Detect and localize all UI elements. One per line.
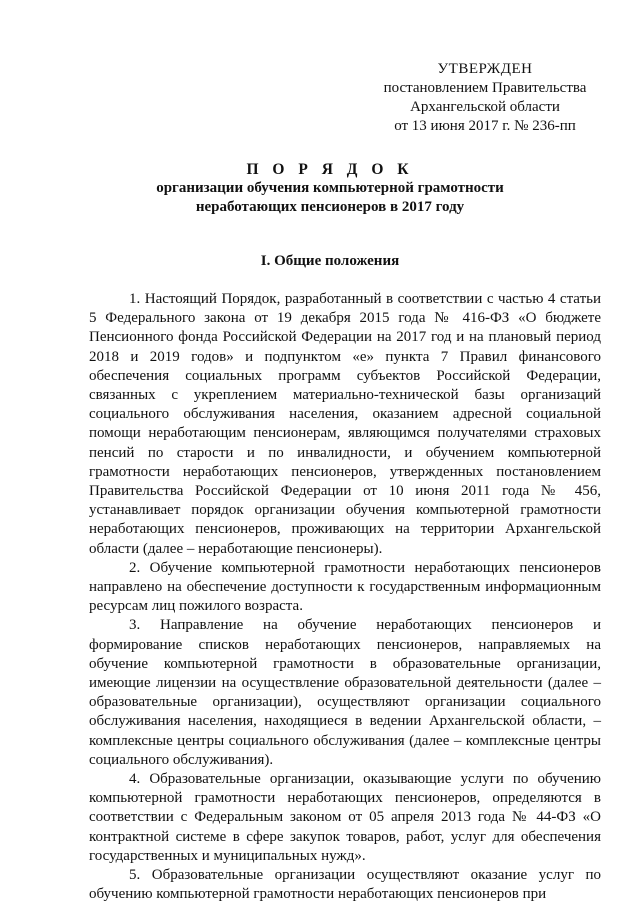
paragraph-5: 5. Образовательные организации осуществляют оказание услуг по обучению компьютерной грамотности неработающих пенсионеров при	[89, 867, 601, 903]
paragraph-2: 2. Обучение компьютерной грамотности неработающих пенсионеров направлено на обеспечение доступности к государственным информационным ресурсам лиц пожилого возраста.	[89, 559, 601, 615]
approval-line-decree: постановлением Правительства	[383, 80, 587, 96]
paragraph-1: 1. Настоящий Порядок, разработанный в соответствии с частью 4 статьи 5 Федерального закона от 19 декабря 2015 года № 416-ФЗ «О бюджете Пенсионного фонда Российской Федерации на 2017 год и на плановый период 2018 и 2019 годов» и подпунктом «е» пункта 7 Правил финансового обеспечения социальных программ субъектов Российской Федерации, связанных с укреплением материально-технической базы организаций социального обслуживания населения, оказанием адресной социальной помощи неработающим пенсионерам, являющимся получателями страховых пенсий по старости и по инвалидности, и обучением компьютерной грамотности неработающих пенсионеров, утвержденных постановлением Правительства Российской Федерации от 10 июня 2011 года № 456, устанавливает порядок организации обучения компьютерной грамотности неработающих пенсионеров, проживающих на территории Архангельской области (далее – неработающие пенсионеры).	[89, 291, 601, 557]
document-title-main: П О Р Я Д О К	[246, 161, 414, 178]
document-body	[89, 290, 601, 905]
document-title	[60, 160, 600, 217]
section-heading: I. Общие положения	[260, 253, 400, 269]
approval-block	[372, 60, 598, 136]
approval-line-region: Архангельской области	[410, 99, 560, 115]
paragraph-3: 3. Направление на обучение неработающих пенсионеров и формирование списков неработающих пенсионеров, направляемых на обучение компьютерной грамотности в образовательные организации, имеющие лицензии на осуществление образовательной деятельности (далее – образовательные организации), осуществляют организации социального обслуживания населения, находящиеся в ведении Архангельской области, – комплексные центры социального обслуживания (далее – комплексные центры социального обслуживания).	[89, 617, 601, 768]
approval-line-date: от 13 июня 2017 г. № 236-пп	[394, 118, 576, 134]
document-title-line2: неработающих пенсионеров в 2017 году	[195, 199, 465, 215]
paragraph-4: 4. Образовательные организации, оказывающие услуги по обучению компьютерной грамотности неработающих пенсионеров, определяются в соответствии с Федеральным законом от 05 апреля 2013 года № 44-ФЗ «О контрактной системе в сфере закупок товаров, работ, услуг для обеспечения государственных и муниципальных нужд».	[89, 771, 601, 864]
document-title-line1: организации обучения компьютерной грамотности	[156, 180, 504, 196]
approval-title: УТВЕРЖДЕН	[437, 61, 533, 77]
